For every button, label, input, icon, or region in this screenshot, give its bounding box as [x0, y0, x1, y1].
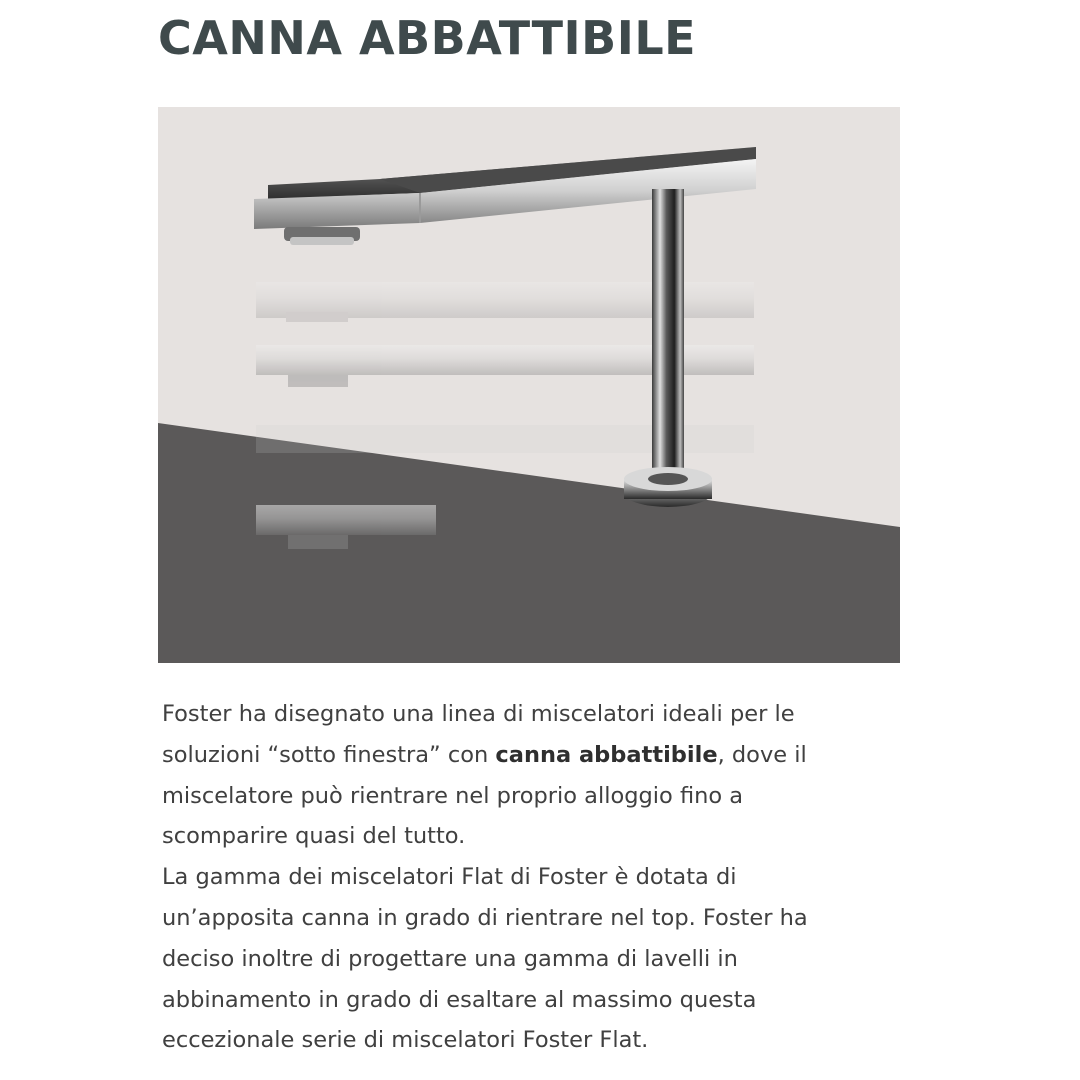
- text-line: [162, 735, 932, 776]
- faucet-illustration: [158, 107, 900, 663]
- faucet-base: [624, 467, 712, 507]
- text-line: deciso inoltre di progettare una gamma di lavelli in: [162, 945, 738, 972]
- text-fragment: soluzioni “sotto finestra” con: [162, 741, 496, 768]
- page-title: CANNA ABBATTIBILE: [158, 11, 697, 65]
- text-line: miscelatore può rientrare nel proprio alloggio fino a: [162, 782, 744, 809]
- text-line: eccezionale serie di miscelatori Foster Flat.: [162, 1027, 649, 1054]
- faucet-stem: [652, 189, 684, 487]
- emphasis-text: canna abbattibile: [495, 741, 718, 768]
- text-line: abbinamento in grado di esaltare al massimo questa: [162, 986, 757, 1013]
- description-paragraph: [162, 694, 932, 1061]
- hero-image: [158, 107, 900, 663]
- text-fragment: , dove il: [717, 741, 807, 768]
- text-line: un’apposita canna in grado di rientrare nel top. Foster ha: [162, 904, 808, 931]
- text-line: La gamma dei miscelatori Flat di Foster è dotata di: [162, 864, 737, 891]
- text-line: Foster ha disegnato una linea di miscelatori ideali per le: [162, 701, 795, 727]
- text-line: scomparire quasi del tutto.: [162, 823, 466, 850]
